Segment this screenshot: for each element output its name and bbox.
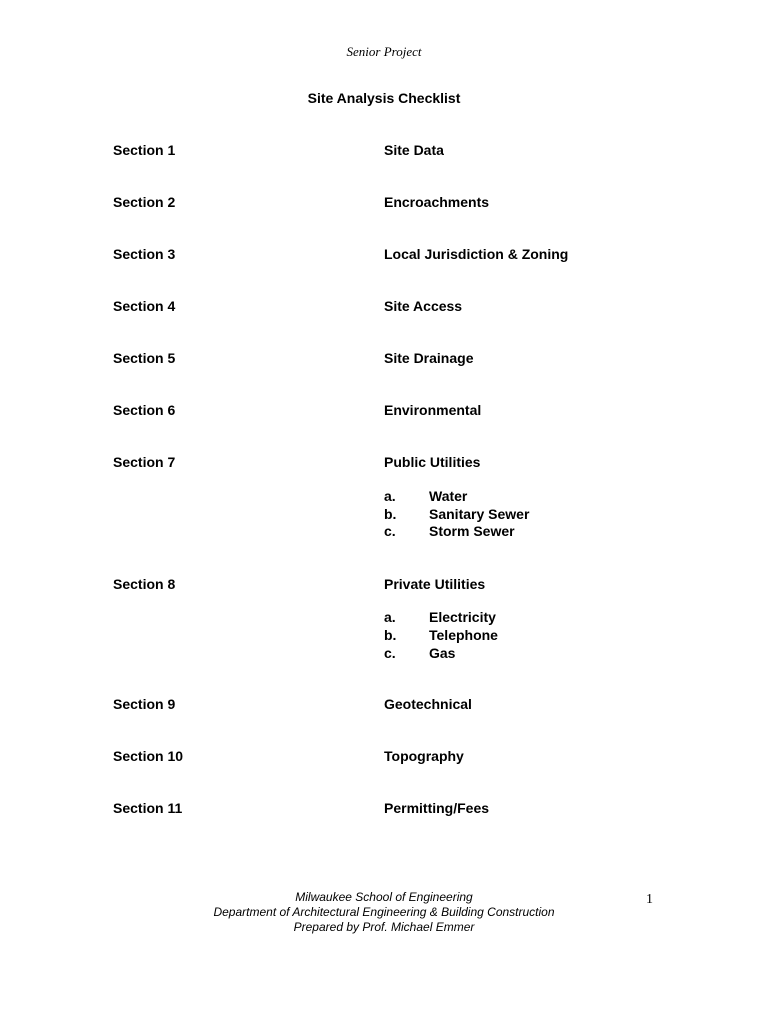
sub-item xyxy=(0,506,768,524)
sub-item-letter: c. xyxy=(384,523,396,539)
section-label: Section 7 xyxy=(113,454,176,470)
section-label: Section 4 xyxy=(113,298,176,314)
sub-item xyxy=(0,645,768,663)
section-title: Environmental xyxy=(384,402,482,418)
sub-item-text: Water xyxy=(429,488,468,504)
sub-item-letter: a. xyxy=(384,609,396,625)
sub-item-text: Gas xyxy=(429,645,456,661)
sub-item-letter: b. xyxy=(384,506,397,522)
section-row xyxy=(0,350,768,370)
section-row xyxy=(0,800,768,820)
section-row xyxy=(0,298,768,318)
section-title: Site Data xyxy=(384,142,444,158)
section-title: Public Utilities xyxy=(384,454,481,470)
section-row xyxy=(0,402,768,422)
sub-item xyxy=(0,523,768,541)
section-row xyxy=(0,454,768,474)
section-row xyxy=(0,194,768,214)
section-title: Encroachments xyxy=(384,194,490,210)
footer-author: Prepared by Prof. Michael Emmer xyxy=(293,920,475,934)
section-row xyxy=(0,246,768,266)
section-label: Section 5 xyxy=(113,350,176,366)
page-title: Site Analysis Checklist xyxy=(307,90,461,106)
section-row xyxy=(0,696,768,716)
section-row xyxy=(0,748,768,768)
section-label: Section 10 xyxy=(113,748,184,764)
section-row xyxy=(0,576,768,596)
section-title: Private Utilities xyxy=(384,576,486,592)
sub-item-letter: a. xyxy=(384,488,396,504)
sub-item-text: Electricity xyxy=(429,609,496,625)
sub-item xyxy=(0,488,768,506)
section-label: Section 1 xyxy=(113,142,176,158)
section-title: Site Drainage xyxy=(384,350,474,366)
section-label: Section 8 xyxy=(113,576,176,592)
section-row xyxy=(0,142,768,162)
footer-department: Department of Architectural Engineering & Building Construction xyxy=(213,905,555,919)
sub-item-letter: c. xyxy=(384,645,396,661)
section-title: Site Access xyxy=(384,298,463,314)
section-label: Section 2 xyxy=(113,194,176,210)
footer-institution: Milwaukee School of Engineering xyxy=(295,890,473,904)
section-title: Topography xyxy=(384,748,464,764)
sub-item xyxy=(0,609,768,627)
section-label: Section 11 xyxy=(113,800,183,816)
sub-item-text: Storm Sewer xyxy=(429,523,515,539)
sub-item-letter: b. xyxy=(384,627,397,643)
running-header: Senior Project xyxy=(346,44,422,59)
section-label: Section 6 xyxy=(113,402,176,418)
section-title: Local Jurisdiction & Zoning xyxy=(384,246,569,262)
sub-item-text: Telephone xyxy=(429,627,498,643)
sub-item xyxy=(0,627,768,645)
section-label: Section 9 xyxy=(113,696,176,712)
section-title: Permitting/Fees xyxy=(384,800,490,816)
section-label: Section 3 xyxy=(113,246,176,262)
page-number: 1 xyxy=(646,892,653,907)
sub-item-text: Sanitary Sewer xyxy=(429,506,530,522)
section-title: Geotechnical xyxy=(384,696,472,712)
